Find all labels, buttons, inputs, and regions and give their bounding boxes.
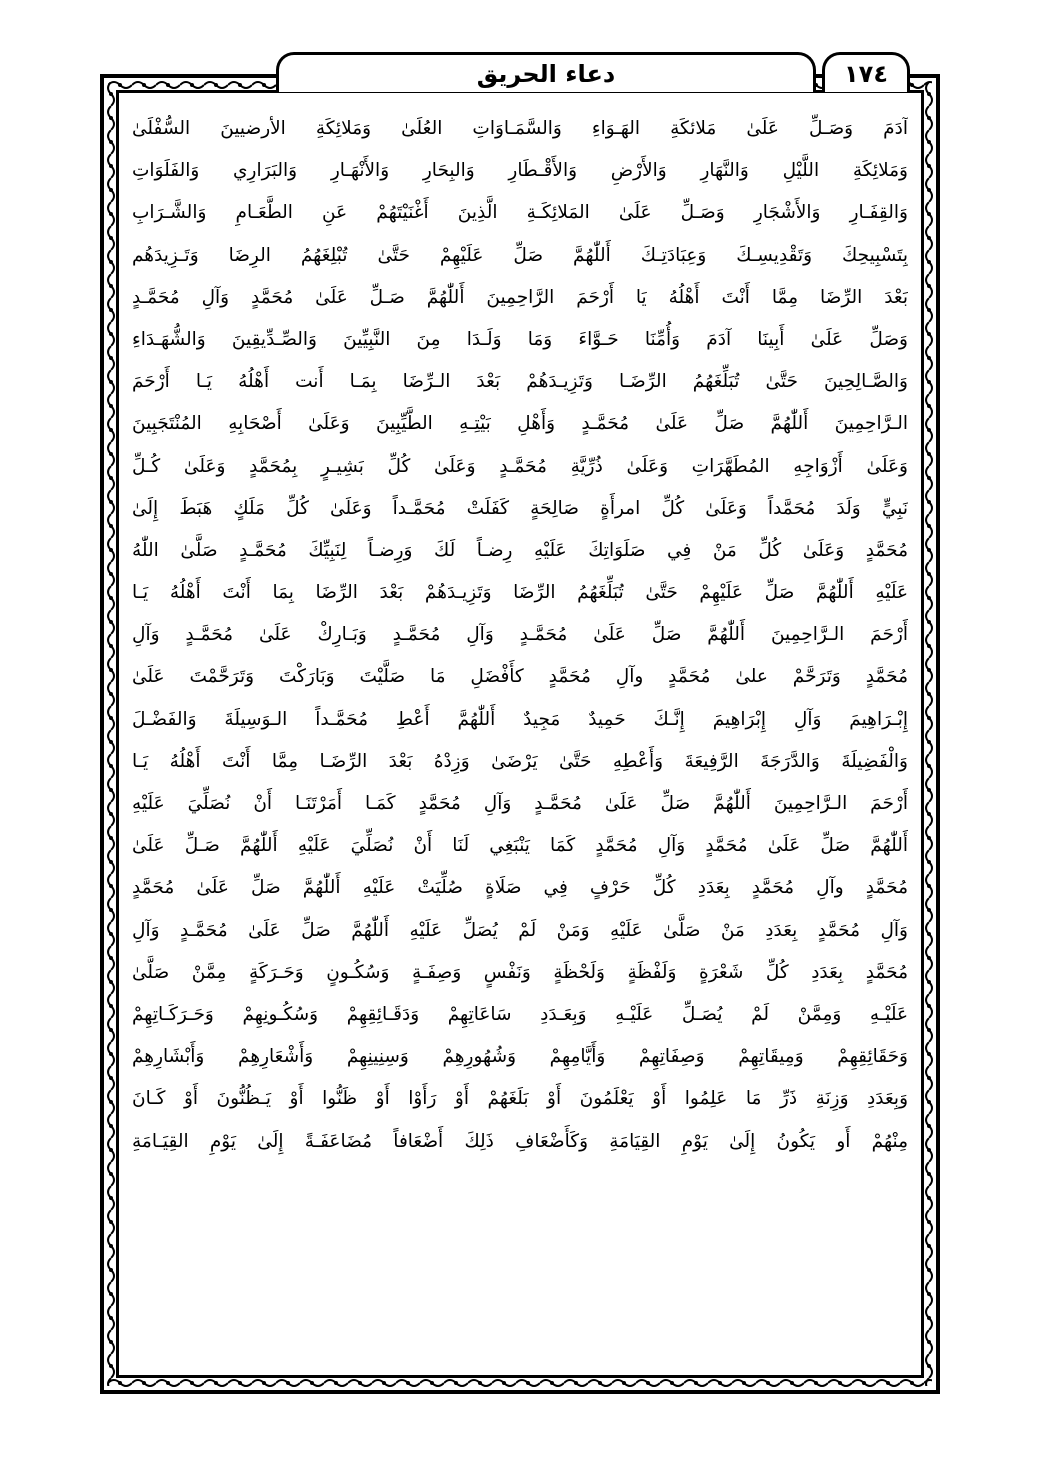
text-line <box>132 1205 908 1247</box>
text-line: وَصَلِّ عَلَىٰ أَبِينَا آدَمَ وَأُمِّنَا حَـوَّاءَ وَمَا وَلَـدَا مِنَ النَّبِيِّينَ وَالصِّـدِّيقِينَ وَالشُّهَـدَاءِ <box>132 328 908 350</box>
text-line: وَحَقَائِقِهِمْ وَمِيقَاتِهِمْ وَصِفَاتِهِمْ وَأَيَّامِهِمْ وَشُهُورِهِمْ وَسِنِينِهِمْ وَأَشْعَارِهِمْ وَأَبْشَارِهِمْ <box>132 1046 908 1068</box>
text-line: وَعَلَىٰ أَزْوَاجِهِ المُطَهَّرَاتِ وَعَلَىٰ ذُرِّيَّةِ مُحَمَّـدٍ وَعَلَىٰ كُلِّ بَشِيـرٍ بِمُحَمَّدٍ وَعَلَىٰ كُـلِّ <box>132 455 908 477</box>
header-title-tab <box>276 52 816 92</box>
text-line: وَالْفَضِيلَةَ وَالدَّرَجَةَ الرَّفِيعَةَ وَأَعْطِهِ حَتَّىٰ يَرْضَىٰ وَزِدْهُ بَعْدَ الرِّضَـا مِمَّا أَنْتَ أَهْلُهُ يَـا <box>132 750 908 772</box>
header-page-number-tab <box>822 52 910 92</box>
text-line: مُحَمَّدٍ وَعَلَىٰ كُلِّ مَنْ فِي صَلَوَاتِكَ عَلَيْهِ رِضـاً لَكَ وَرِضـاً لِنَبِيِّكَ مُحَمَّـدٍ صَلَّىٰ اللّٰهُ <box>132 539 908 561</box>
text-line: وَبِعَدَدِ وَزِنَةِ ذَرِّ مَا عَلِمُوا أَوْ يَعْلَمُونَ أَوْ بَلَغَهُمْ أَوْ رَأَوْا أَوْ ظَنُّوا أَوْ يَـظُنُّونَ أَوْ كَـانَ <box>132 1088 908 1110</box>
text-line: وَالقِفَـارِ وَالأَشْجَارِ وَصَـلِّ عَلَىٰ المَلائِكَـةِ الَّذِينَ أَغْنَيْتَهُمْ عَنِ الطَّعَـامِ وَالشَّـرَابِ <box>132 202 908 224</box>
page-frame <box>100 59 940 1394</box>
text-line: بَعْدَ الرِّضَا مِمَّا أَنْتَ أَهْلُهُ يَا أَرْحَمَ الرَّاحِمِينَ أَللّٰهُمَّ صَـلِّ عَلَىٰ مُحَمَّدٍ وَآلِ مُحَمَّـدٍ <box>132 286 908 308</box>
text-line: وَآلِ مُحَمَّدٍ بِعَدَدِ مَنْ صَلَّىٰ عَلَيْهِ وَمَنْ لَمْ يُصَلِّ عَلَيْهِ أَللّٰهُمَّ صَلِّ عَلَىٰ مُحَمَّـدٍ وَآلِ <box>132 919 908 941</box>
text-line: عَلَيْهِ أَللّٰهُمَّ صَلِّ عَلَيْهِمْ حَتَّىٰ تُبَلِّغَهُمُ الرِّضَا وَتَزِيـدَهُمْ بَعْدَ الرِّضَا بِمَا أَنْتَ أَهْلُهُ يَـا <box>132 582 908 604</box>
text-line: مِنْهُمْ أَو يَكُونُ إِلَىٰ يَوْمِ القِيَامَةِ وَكَأَضْعَافِ ذَلِكَ أَضْعَافاً مُضَاعَفَـةً إِلَىٰ يَوْمِ القِيَـامَةِ <box>132 1130 908 1152</box>
text-line <box>132 1289 908 1331</box>
text-line: مُحَمَّدٍ وَتَرَحَّمْ علىٰ مُحَمَّدٍ وآلِ مُحَمَّدٍ كأَفْضَلِ مَا صَلَّيْتَ وَبَارَكْتَ وَتَرَحَّمْتَ عَلَىٰ <box>132 666 908 688</box>
text-line: عَلَيْـهِ وَمِمَّنْ لَمْ يُصَـلِّ عَلَيْـهِ وَبِعَـدَدِ سَاعَاتِهِمْ وَدَقَـائِقِهِمْ وَسُكُـونِهِمْ وَحَـرَكَـاتِهِمْ <box>132 1003 908 1025</box>
text-line <box>132 1247 908 1289</box>
ornament-band-bottom <box>108 1377 932 1389</box>
text-line: أَرْحَمَ الـرَّاحِمِينَ أَللّٰهُمَّ صَلِّ عَلَىٰ مُحَمَّـدٍ وَآلِ مُحَمَّـدٍ وَبَـارِكْ عَلَىٰ مُحَمَّـدٍ وَآلِ <box>132 624 908 646</box>
text-line: وَالصَّـالِحِينَ حَتَّىٰ تُبَلِّغَهُمُ الرِّضَـا وَتَزِيـدَهُمْ بَعْدَ الـرِّضَا بِمَـا أَنت أَهْلُهُ يَـا أَرْحَمَ <box>132 371 908 393</box>
text-line <box>132 1163 908 1205</box>
page-number: ١٧٤ <box>844 59 888 88</box>
text-line <box>132 1331 908 1373</box>
text-line: أَللّٰهُمَّ صَلِّ عَلَىٰ مُحَمَّدٍ وَآلِ مُحَمَّدٍ كَمَا يَنْبَغِي لَنَا أَنْ نُصَلِّيَ عَلَيْهِ أَللّٰهُمَّ صَـلِّ عَلَىٰ <box>132 835 908 857</box>
text-line: أَرْحَمَ الـرَّاحِمِينَ أَللّٰهُمَّ صَلِّ عَلَىٰ مُحَمَّـدٍ وَآلِ مُحَمَّدٍ كَمَـا أَمَرْتَنَـا أَنْ نُصَلِّيَ عَلَيْهِ <box>132 793 908 814</box>
text-line: مُحَمَّدٍ وآلِ مُحَمَّدٍ بِعَدَدِ كُلِّ حَرْفٍ فِي صَلَاةٍ صُلِّيَتْ عَلَيْهِ أَللّٰهُمَّ صَلِّ عَلَىٰ مُحَمَّدٍ <box>132 877 908 899</box>
page-title: دعاء الحريق <box>476 59 616 88</box>
text-line: وَمَلائِكَةِ اللَّيْلِ وَالنَّهَارِ وَالأَرْضِ وَالأَقْـطَارِ وَالبِحَارِ وَالأَنْهَـارِ وَالبَرَارِي وَالفَلَوَاتِ <box>132 160 908 182</box>
text-line: الـرَّاحِمِينَ أَللّٰهُمَّ صَلِّ عَلَىٰ مُحَمَّـدٍ وَأَهْلِ بَيْتِـهِ الطَّيِّبِينَ وَعَلَىٰ أَصْحَابِهِ المُنْتَجَبِينَ <box>132 413 908 435</box>
text-line: إِبْـرَاهِيمَ وَآلِ إِبْرَاهِيمَ إِنَّـكَ حَمِيدٌ مَجِيدٌ أَللّٰهُمَّ أَعْطِ مُحَمَّـداً الـوَسِيلَةَ وَالفَضْـلَ <box>132 708 908 730</box>
ornament-band-right <box>923 82 935 1386</box>
text-line: نَبِيٍّ وَلَدَ مُحَمَّداً وَعَلَىٰ كُلِّ امرأَةٍ صَالِحَةٍ كَفَلَتْ مُحَمَّـداً وَعَلَىٰ كُلِّ مَلَكٍ هَبَطَ إِلَىٰ <box>132 497 908 519</box>
text-line: آدَمَ وَصَـلِّ عَلَىٰ مَلائكَةِ الهَـوَاءِ وَالسَّمَـاوَاتِ العُلَىٰ وَمَلائِكَةِ الأرضيينَ السُّفْلَىٰ <box>132 118 908 139</box>
prayer-text-body <box>132 108 908 1364</box>
text-line: مُحَمَّدٍ بِعَدَدِ كُلِّ شَعْرَةٍ وَلَفْظَةٍ وَلَحْظَةٍ وَنَفْسٍ وَصِفَـةٍ وَسُكُـونٍ وَحَـرَكَةٍ مِمَّنْ صَلَّىٰ <box>132 961 908 983</box>
text-line: بِتَسْبِيحِكَ وَتَقْدِيسِـكَ وَعِبَادَتِـكَ أَللّٰهُمَّ صَلِّ عَلَيْهِمْ حَتَّىٰ تُبْلِغَهُمُ الرِضَا وَتَـزِيدَهُم <box>132 244 908 266</box>
